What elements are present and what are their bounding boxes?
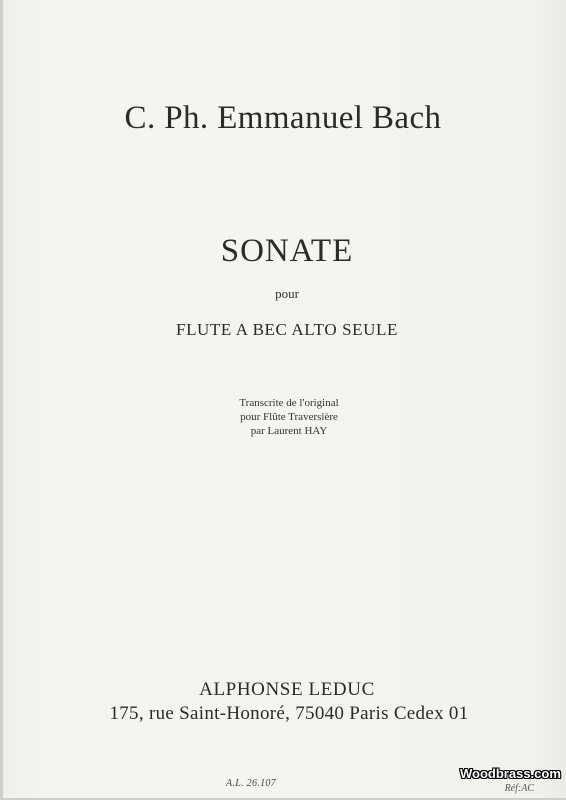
transcription-line-1: Transcrite de l'original (239, 397, 339, 409)
work-title: SONATE (220, 233, 354, 269)
woodbrass-watermark: Woodbrass.com (460, 766, 561, 781)
publisher-address: 175, rue Saint-Honoré, 75040 Paris Cedex 01 (109, 703, 469, 724)
work-pour: pour (275, 286, 299, 301)
composer-name: C. Ph. Emmanuel Bach (124, 100, 442, 136)
reference-code: Réf:AC (504, 783, 534, 794)
transcription-line-2: pour Flûte Traversière (240, 411, 338, 423)
work-instrument: FLUTE A BEC ALTO SEULE (176, 320, 398, 339)
publisher-name: ALPHONSE LEDUC (199, 679, 375, 700)
transcription-line-3: par Laurent HAY (250, 425, 328, 437)
catalog-number: A.L. 26.107 (226, 778, 276, 789)
